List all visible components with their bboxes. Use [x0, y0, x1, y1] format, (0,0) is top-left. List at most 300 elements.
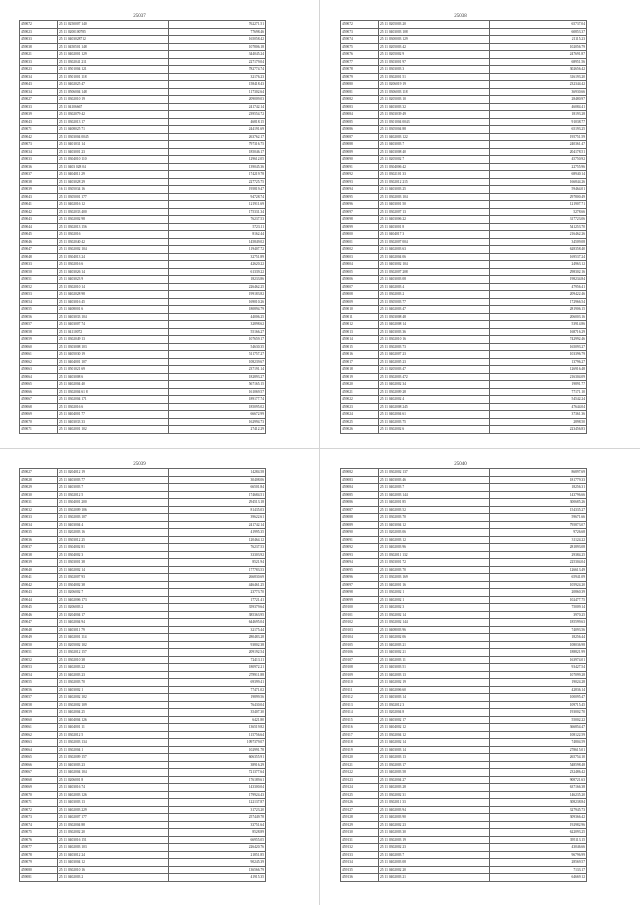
row-amount: 158418.43: [169, 81, 266, 89]
table-row: [20, 358, 266, 366]
row-id: 459019: [341, 373, 379, 381]
row-id: 459031: [20, 499, 58, 507]
row-code: 25 11 0304013 24: [58, 253, 169, 261]
row-code: 25 11 0205002 102: [58, 641, 169, 649]
row-id: 459075: [20, 829, 58, 837]
table-row: [341, 253, 587, 261]
table-row: [341, 21, 587, 29]
table-row: [20, 351, 266, 359]
table-row: [341, 291, 587, 299]
row-code: 25 11 0408025 71: [58, 126, 169, 134]
table-row: [341, 118, 587, 126]
row-id: 459033: [20, 58, 58, 66]
row-amount: 209422.46: [490, 291, 587, 299]
table-row: [20, 769, 266, 777]
row-amount: 209009.03: [169, 96, 266, 104]
table-row: [20, 799, 266, 807]
row-amount: 5723.11: [169, 223, 266, 231]
row-code: 25 11 0402001 102: [58, 426, 169, 434]
row-id: 459061: [20, 724, 58, 732]
row-id: 459054: [20, 298, 58, 306]
row-amount: 145849.02: [169, 238, 266, 246]
row-amount: 195819.47: [169, 186, 266, 194]
row-code: 25 11 0403003 108: [379, 28, 490, 36]
row-code: 25 11 0302010 38: [58, 656, 169, 664]
row-code: 25 11 0302002 137: [379, 469, 490, 477]
row-id: 459043: [20, 216, 58, 224]
row-amount: 168716.29: [490, 328, 587, 336]
row-id: 459121: [341, 761, 379, 769]
table-row: [20, 866, 266, 874]
row-id: 459099: [341, 596, 379, 604]
row-code: 25 11 0302041 211: [58, 58, 169, 66]
row-id: 459061: [20, 351, 58, 359]
row-amount: 192982.96: [490, 821, 587, 829]
row-amount: 72413.11: [169, 656, 266, 664]
table-row: [20, 754, 266, 762]
table-row: [341, 156, 587, 164]
row-code: 25 11 0302007 208: [379, 268, 490, 276]
row-code: 25 11 0302003 104: [379, 193, 490, 201]
page-title: 25037: [133, 14, 146, 19]
table-row: [341, 246, 587, 254]
row-amount: 34509.08: [490, 238, 587, 246]
row-amount: 241742.14: [169, 103, 266, 111]
table-row: [20, 171, 266, 179]
table-row: [341, 373, 587, 381]
row-id: 459081: [20, 874, 58, 882]
row-code: 25 11 0408003 96: [379, 626, 490, 634]
table-row: [341, 521, 587, 529]
row-code: 25 11 0302002 109: [58, 701, 169, 709]
table-row: [341, 268, 587, 276]
table-row: [341, 724, 587, 732]
row-id: 459008: [341, 291, 379, 299]
row-id: 459101: [341, 611, 379, 619]
row-code: 25 11 0303001 38: [58, 559, 169, 567]
row-id: 459093: [341, 551, 379, 559]
row-amount: 102477.75: [490, 596, 587, 604]
row-code: 25 11 0302003 70: [58, 679, 169, 687]
table-row: [341, 491, 587, 499]
row-amount: 297800.49: [490, 193, 587, 201]
row-code: 25 11 0302002 144: [379, 619, 490, 627]
row-id: 459039: [20, 111, 58, 119]
row-amount: 193002.70: [490, 709, 587, 717]
row-code: 25 11 0404004 126: [58, 716, 169, 724]
row-code: 25 11 0402003 4: [379, 283, 490, 291]
table-row: [20, 336, 266, 344]
row-code: 25 11 0302007 13: [379, 208, 490, 216]
row-amount: 47644.04: [490, 403, 587, 411]
table-row: [341, 66, 587, 74]
table-row: [20, 58, 266, 66]
row-amount: 247691.87: [490, 51, 587, 59]
table-row: [341, 418, 587, 426]
row-amount: 263762.17: [169, 133, 266, 141]
table-row: [20, 148, 266, 156]
row-amount: 244191.69: [169, 126, 266, 134]
row-amount: 240361.47: [490, 141, 587, 149]
row-amount: 45750.92: [490, 156, 587, 164]
row-code: 25 11 0402008 245: [379, 403, 490, 411]
row-id: 459058: [20, 701, 58, 709]
row-id: 459084: [341, 484, 379, 492]
row-id: 459002: [341, 246, 379, 254]
table-row: [341, 426, 587, 434]
table-row: [20, 66, 266, 74]
table-row: [20, 388, 266, 396]
table-row: [341, 81, 587, 89]
row-code: 25 11 0402003 7: [379, 484, 490, 492]
table-row: [20, 694, 266, 702]
table-row: [341, 544, 587, 552]
table-row: [20, 596, 266, 604]
row-amount: 107659.17: [169, 336, 266, 344]
row-amount: 174684.51: [169, 491, 266, 499]
row-code: 25 11 0402002 23: [379, 821, 490, 829]
row-amount: 66955.05: [169, 836, 266, 844]
row-code: 25 11 0302004 171: [58, 396, 169, 404]
row-code: 25 11 0403001 23: [58, 148, 169, 156]
row-amount: 1097379.07: [169, 739, 266, 747]
row-id: 459071: [20, 126, 58, 134]
row-id: 459043: [20, 118, 58, 126]
row-code: 25 11 0303004 0045: [58, 133, 169, 141]
data-table: [19, 468, 266, 882]
table-row: [20, 476, 266, 484]
row-id: 459110: [341, 679, 379, 687]
row-amount: 174219.78: [169, 171, 266, 179]
row-code: 25 11 0303003 3: [379, 66, 490, 74]
row-code: 25 11 0302012 3: [379, 701, 490, 709]
table-row: [341, 859, 587, 867]
row-id: 459072: [20, 21, 58, 29]
table-row: [341, 611, 587, 619]
row-code: 25 11 0403016 151: [58, 836, 169, 844]
row-id: 459073: [20, 141, 58, 149]
row-code: 25 11 0302002 31: [379, 791, 490, 799]
row-code: 25 11 0402004 94: [58, 619, 169, 627]
row-amount: 742992.46: [490, 336, 587, 344]
row-code: 25 11 0402004 25: [58, 709, 169, 717]
row-id: 459027: [20, 96, 58, 104]
table-row: [341, 821, 587, 829]
table-row: [341, 589, 587, 597]
row-code: 25 11 0302002 14: [379, 611, 490, 619]
row-code: 25 11 0302010 16: [379, 336, 490, 344]
row-code: 25 11 0302016 6: [58, 403, 169, 411]
row-id: 459013: [341, 328, 379, 336]
row-amount: 107099.28: [490, 671, 587, 679]
row-id: 459043: [20, 81, 58, 89]
row-id: 459023: [341, 403, 379, 411]
row-amount: 115756.64: [169, 731, 266, 739]
row-code: 25 11 0302009 28: [379, 388, 490, 396]
row-code: 25 11 0403033 104: [58, 313, 169, 321]
row-code: 25 11 0302007 004: [379, 238, 490, 246]
row-code: 25 11 0403001 50: [379, 201, 490, 209]
page-25039: [19, 461, 264, 882]
table-row: [341, 476, 587, 484]
row-id: 459050: [20, 268, 58, 276]
row-id: 459014: [341, 336, 379, 344]
table-row: [20, 724, 266, 732]
table-row: [341, 328, 587, 336]
row-code: 25 11 0403008 40: [379, 148, 490, 156]
table-row: [341, 709, 587, 717]
row-id: 459070: [20, 791, 58, 799]
row-code: 25 11 0402003 21: [379, 641, 490, 649]
row-code: 25 11 0402003 23: [58, 671, 169, 679]
row-id: 459036: [20, 536, 58, 544]
table-row: [341, 223, 587, 231]
table-row: [20, 36, 266, 44]
table-row: [20, 298, 266, 306]
row-id: 459049: [20, 634, 58, 642]
row-amount: 232344.42: [490, 81, 587, 89]
row-amount: 18256.31: [490, 484, 587, 492]
row-amount: 119407.72: [169, 246, 266, 254]
table-row: [341, 679, 587, 687]
row-amount: 77471.02: [169, 686, 266, 694]
row-amount: 108122.59: [490, 731, 587, 739]
table-row: [341, 656, 587, 664]
table-row: [20, 821, 266, 829]
table-row: [20, 201, 266, 209]
row-code: 25 11 0403003 77: [58, 476, 169, 484]
row-id: 459118: [341, 739, 379, 747]
table-row: [341, 148, 587, 156]
row-id: 459093: [341, 178, 379, 186]
table-row: [20, 746, 266, 754]
row-id: 459134: [341, 859, 379, 867]
table-row: [341, 276, 587, 284]
row-code: 25 11 0300003 129: [379, 36, 490, 44]
page-title: 25038: [454, 14, 467, 19]
row-id: 459001: [341, 238, 379, 246]
table-row: [20, 223, 266, 231]
row-code: 25 11 0302004 1: [58, 746, 169, 754]
table-row: [341, 216, 587, 224]
row-code: 25 11 0402001 129: [58, 51, 169, 59]
row-code: 25 11 0303001 97: [379, 58, 490, 66]
row-id: 459033: [20, 36, 58, 44]
row-amount: 35407.30: [169, 709, 266, 717]
row-code: 25 11 0302003 73: [379, 343, 490, 351]
table-row: [20, 491, 266, 499]
row-id: 459107: [341, 656, 379, 664]
row-code: 25 11 0402003 229: [58, 806, 169, 814]
row-code: 25 11 0403003 13: [58, 799, 169, 807]
row-code: 25 11 0401031 14: [58, 141, 169, 149]
row-amount: 91038.77: [490, 118, 587, 126]
table-row: [20, 686, 266, 694]
row-amount: 76237.53: [169, 544, 266, 552]
table-row: [341, 28, 587, 36]
row-id: 459105: [341, 641, 379, 649]
table-row: [20, 231, 266, 239]
row-code: 25 11 0402004 104: [58, 769, 169, 777]
table-row: [341, 619, 587, 627]
row-amount: 6421.80: [169, 716, 266, 724]
row-code: 25 11 0404001 107: [58, 358, 169, 366]
row-amount: 209192.54: [169, 649, 266, 657]
row-id: 459108: [341, 664, 379, 672]
table-row: [341, 298, 587, 306]
table-row: [341, 776, 587, 784]
row-amount: 66501.84: [169, 484, 266, 492]
row-amount: 108036.98: [490, 641, 587, 649]
table-row: [341, 43, 587, 51]
row-code: 25 11 0205002 9: [379, 51, 490, 59]
row-amount: 65737.04: [490, 21, 587, 29]
row-id: 459065: [20, 754, 58, 762]
row-amount: 182893.27: [169, 373, 266, 381]
row-id: 459074: [20, 821, 58, 829]
row-code: 25 11 0302012 5: [58, 491, 169, 499]
row-code: 25 11 0302009 157: [58, 754, 169, 762]
row-amount: 344045.24: [169, 51, 266, 59]
row-id: 459085: [341, 491, 379, 499]
table-row: [20, 566, 266, 574]
row-id: 459111: [341, 686, 379, 694]
table-row: [20, 611, 266, 619]
table-row: [20, 851, 266, 859]
row-code: 25 11 0402003 144: [379, 491, 490, 499]
row-code: 25 11 0404002 12: [379, 724, 490, 732]
row-id: 459126: [341, 799, 379, 807]
row-code: 25 11 0403 028 04: [58, 163, 169, 171]
table-row: [20, 874, 266, 882]
row-amount: 136519.82: [169, 724, 266, 732]
row-amount: 281906.15: [490, 306, 587, 314]
table-row: [20, 469, 266, 477]
row-code: 25 11 0408001 6: [58, 306, 169, 314]
row-amount: 43046.66: [490, 844, 587, 852]
table-row: [20, 626, 266, 634]
row-code: 25 11 0302002 98: [58, 216, 169, 224]
row-code: 25 11 0402003 13: [379, 671, 490, 679]
row-id: 459053: [20, 291, 58, 299]
row-amount: 175331.34: [169, 208, 266, 216]
row-amount: 198234.84: [490, 276, 587, 284]
row-amount: 226462.25: [169, 283, 266, 291]
row-code: 25 11 0303039 49: [379, 111, 490, 119]
row-amount: 567165.15: [169, 381, 266, 389]
row-amount: 30408.06: [169, 476, 266, 484]
row-code: 25 11 0306003 118: [379, 88, 490, 96]
table-row: [20, 103, 266, 111]
row-code: 25 11 0204012 19: [58, 469, 169, 477]
row-id: 459068: [20, 403, 58, 411]
row-amount: 169010.26: [169, 298, 266, 306]
row-amount: 21851.85: [169, 851, 266, 859]
row-id: 459078: [20, 851, 58, 859]
row-id: 459016: [341, 351, 379, 359]
table-row: [20, 156, 266, 164]
row-id: 459069: [20, 784, 58, 792]
row-id: 459078: [341, 66, 379, 74]
row-amount: 9726.68: [490, 529, 587, 537]
row-amount: 129612.05: [169, 156, 266, 164]
row-amount: 163974.01: [490, 656, 587, 664]
row-code: 25 11 0402002 14: [379, 739, 490, 747]
row-id: 459029: [20, 484, 58, 492]
row-amount: 721377.64: [169, 769, 266, 777]
row-id: 459052: [20, 656, 58, 664]
row-code: 25 11 0302101 33: [379, 171, 490, 179]
row-amount: 8528.89: [169, 829, 266, 837]
row-amount: 36930.66: [490, 88, 587, 96]
row-amount: 8162.44: [169, 231, 266, 239]
row-id: 459100: [341, 604, 379, 612]
row-id: 459027: [20, 469, 58, 477]
row-amount: 446461.25: [169, 581, 266, 589]
table-row: [341, 388, 587, 396]
row-id: 459104: [341, 634, 379, 642]
row-id: 459042: [20, 581, 58, 589]
table-row: [341, 283, 587, 291]
table-row: [20, 366, 266, 374]
row-id: 459081: [341, 88, 379, 96]
row-amount: 61339.22: [169, 268, 266, 276]
row-amount: 232486.42: [490, 769, 587, 777]
row-id: 459032: [20, 506, 58, 514]
row-code: 25 11 0402004 61: [379, 411, 490, 419]
row-id: 459064: [20, 746, 58, 754]
row-amount: 59464.01: [490, 186, 587, 194]
table-row: [20, 731, 266, 739]
row-code: 25 11 0402004 40: [58, 381, 169, 389]
table-row: [20, 739, 266, 747]
row-id: 459066: [20, 388, 58, 396]
row-amount: 225304.04: [490, 559, 587, 567]
row-code: 25 11 0403002 21: [379, 649, 490, 657]
row-code: 25 11 0302004 27: [379, 776, 490, 784]
row-amount: 795873.07: [490, 521, 587, 529]
table-row: [20, 141, 266, 149]
row-id: 459114: [341, 709, 379, 717]
row-code: 25 11 0305004 88: [379, 126, 490, 134]
row-code: 25 11 0403003 46: [379, 476, 490, 484]
row-id: 459052: [20, 283, 58, 291]
row-code: 25 11 0402003 22: [58, 664, 169, 672]
row-id: 459087: [341, 133, 379, 141]
table-row: [341, 163, 587, 171]
row-code: 25 11 0303001 72: [379, 559, 490, 567]
row-id: 459064: [20, 373, 58, 381]
row-id: 459034: [20, 521, 58, 529]
row-code: 25 11 0403003 23: [58, 761, 169, 769]
row-id: 459062: [20, 731, 58, 739]
row-code: 25 11 0304002 38: [58, 581, 169, 589]
row-amount: 76430.04: [169, 701, 266, 709]
table-row: [341, 716, 587, 724]
row-id: 459096: [341, 201, 379, 209]
row-id: 459076: [20, 836, 58, 844]
row-amount: 359379.64: [169, 604, 266, 612]
row-amount: 65193.25: [490, 126, 587, 134]
row-code: 25 11 0402016 12: [58, 201, 169, 209]
row-amount: 28569.57: [490, 859, 587, 867]
row-amount: 206003.16: [490, 313, 587, 321]
row-code: 25 11 0303012 25: [58, 536, 169, 544]
row-code: 25 11 0403003 32: [379, 103, 490, 111]
row-id: 459095: [341, 193, 379, 201]
row-id: 459083: [341, 476, 379, 484]
row-amount: 227179.04: [169, 58, 266, 66]
